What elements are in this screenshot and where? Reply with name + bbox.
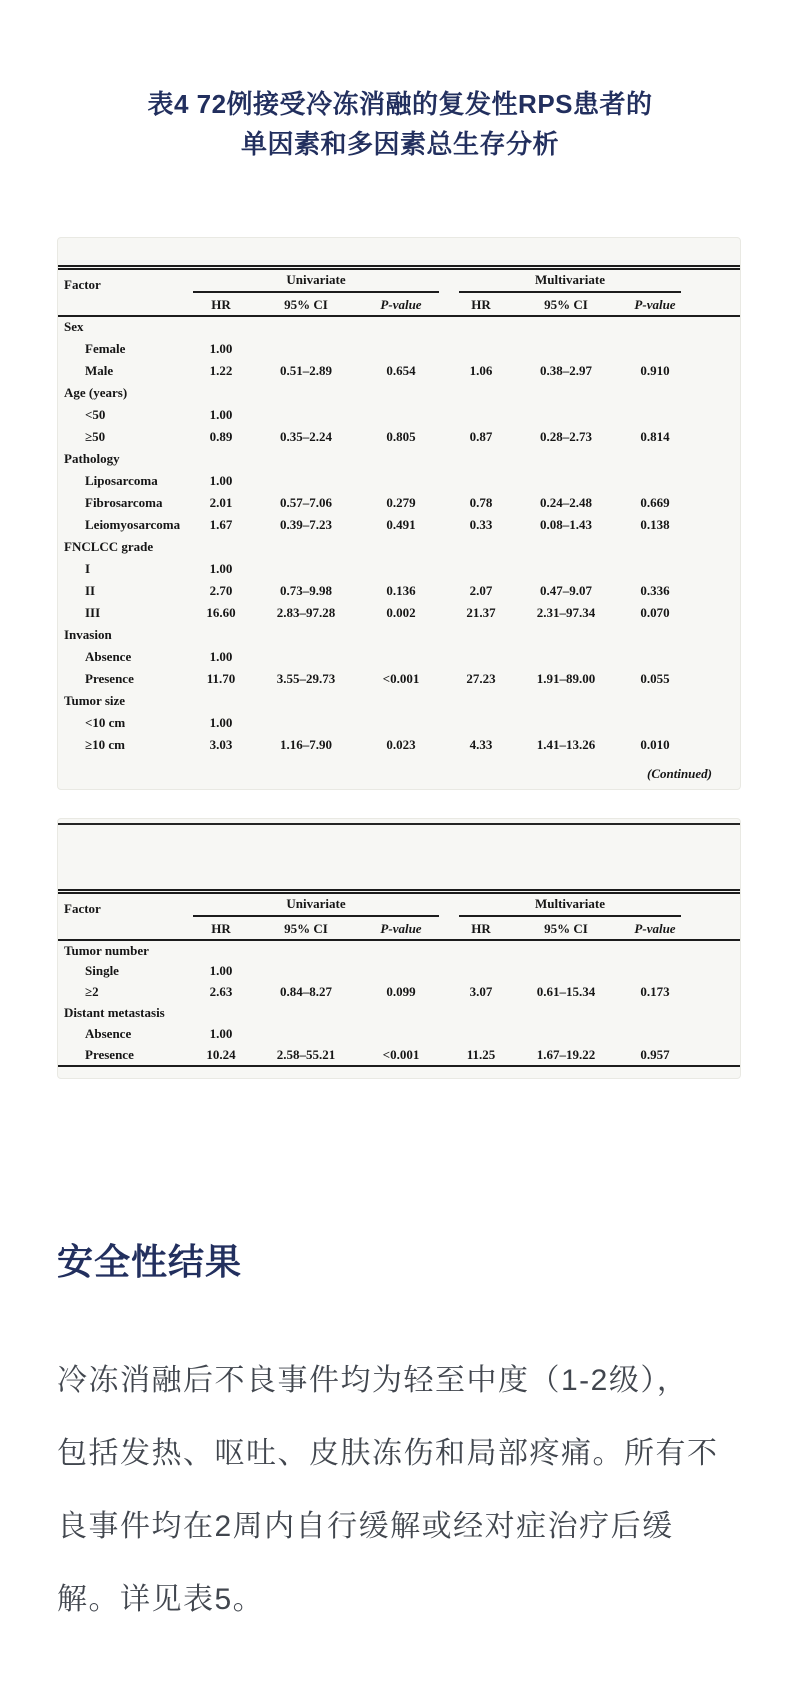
- pad-cell: [691, 404, 740, 426]
- cell-value: 3.03: [209, 736, 233, 752]
- row-item-label: ≥50: [85, 428, 106, 444]
- cell-value: 3.55–29.73: [276, 670, 336, 686]
- table-row: [58, 382, 740, 404]
- cell-value: 0.099: [386, 984, 416, 999]
- survival-analysis-table-part2: [57, 818, 741, 1079]
- table-row: [58, 426, 740, 448]
- cell-value: [513, 404, 619, 426]
- paragraph-line: 冷冻消融后不良事件均为轻至中度（1-2级），: [57, 1364, 689, 1397]
- cell-value: 0.08–1.43: [540, 516, 592, 532]
- cell-value: [449, 404, 513, 426]
- page-title: [0, 84, 800, 164]
- cell-value: 2.83–97.28: [276, 604, 336, 620]
- cell-value: 0.279: [386, 494, 416, 510]
- cell-value: 2.70: [209, 582, 233, 598]
- cell-value: 0.78: [469, 494, 493, 510]
- pad-header: [691, 268, 740, 316]
- table-row: [58, 404, 740, 426]
- row-group-label: Invasion: [64, 626, 112, 642]
- column-header-hr-multi: HR: [471, 297, 491, 312]
- cell-value: 1.06: [469, 362, 493, 378]
- cell-value: 0.28–2.73: [540, 428, 592, 444]
- cell-value: 2.07: [469, 582, 493, 598]
- cell-value: [619, 1024, 691, 1045]
- row-item-label: ≥10 cm: [85, 736, 125, 752]
- cell-value: 0.84–8.27: [280, 984, 332, 999]
- cell-value: [449, 646, 513, 668]
- cell-value: <0.001: [382, 1046, 420, 1062]
- section-heading: 安全性结果: [57, 1241, 243, 1282]
- cell-value: [619, 712, 691, 734]
- cell-value: 1.22: [209, 362, 233, 378]
- cell-value: 0.39–7.23: [280, 516, 332, 532]
- pad-cell: [691, 470, 740, 492]
- cell-value: 0.35–2.24: [280, 428, 332, 444]
- cell-value: 27.23: [466, 670, 496, 686]
- cell-value: [449, 961, 513, 982]
- cell-value: [619, 558, 691, 580]
- cell-value: [353, 712, 449, 734]
- pad-cell: [691, 646, 740, 668]
- univariate-label: Univariate: [193, 272, 439, 293]
- row-item-label: Male: [85, 362, 114, 378]
- cell-value: 0.669: [640, 494, 670, 510]
- table1-body: [58, 316, 740, 756]
- cell-value: 0.023: [386, 736, 416, 752]
- table2-header: [58, 892, 740, 940]
- cell-value: [513, 470, 619, 492]
- cell-value: 0.57–7.06: [280, 494, 332, 510]
- multivariate-label: Multivariate: [459, 272, 681, 293]
- cell-value: 0.336: [640, 582, 670, 598]
- cell-value: [353, 1024, 449, 1045]
- row-item-label: <50: [85, 406, 106, 422]
- cell-value: 0.002: [386, 604, 416, 620]
- cell-value: [619, 404, 691, 426]
- cell-value: 0.87: [469, 428, 493, 444]
- table-row: [58, 558, 740, 580]
- cell-value: 4.33: [469, 736, 493, 752]
- cell-value: <0.001: [382, 670, 420, 686]
- table-row: [58, 580, 740, 602]
- pad-cell: [691, 558, 740, 580]
- cell-value: [449, 558, 513, 580]
- cell-value: [259, 470, 353, 492]
- cell-value: [259, 558, 353, 580]
- cell-value: [449, 470, 513, 492]
- pad-header: [691, 892, 740, 940]
- table2-caption-gap: [58, 825, 740, 889]
- cell-value: 0.24–2.48: [540, 494, 592, 510]
- cell-value: 0.010: [640, 736, 670, 752]
- table1-header: [58, 268, 740, 316]
- cell-value: 21.37: [466, 604, 496, 620]
- cell-value: 0.173: [640, 984, 670, 999]
- cell-value: 0.491: [386, 516, 416, 532]
- cell-value: [449, 712, 513, 734]
- column-header-ci-multi: 95% CI: [544, 921, 588, 936]
- cell-value: 0.51–2.89: [280, 362, 332, 378]
- column-header-factor: Factor: [64, 277, 101, 292]
- cell-value: 0.136: [386, 582, 416, 598]
- cell-value: 0.070: [640, 604, 670, 620]
- cell-value: [513, 961, 619, 982]
- table-row: [58, 624, 740, 646]
- column-group-multivariate: [449, 892, 691, 920]
- cell-value: [259, 712, 353, 734]
- table-row: [58, 470, 740, 492]
- column-header-pvalue-multi: P-value: [634, 297, 676, 312]
- column-header-pvalue-multi: P-value: [634, 921, 676, 936]
- cell-value: 3.07: [469, 984, 493, 999]
- cell-value: 0.957: [640, 1046, 670, 1062]
- continued-note: (Continued): [646, 765, 712, 781]
- column-header-factor: Factor: [64, 901, 101, 916]
- pad-cell: [691, 514, 740, 536]
- table1-top-gap: [58, 238, 740, 265]
- cell-value: [619, 646, 691, 668]
- row-item-label: Presence: [85, 670, 134, 686]
- pad-cell: [691, 580, 740, 602]
- cell-value: 1.16–7.90: [280, 736, 332, 752]
- row-item-label: Absence: [85, 648, 132, 664]
- cell-value: 0.38–2.97: [540, 362, 592, 378]
- cell-value: 1.00: [209, 1026, 233, 1041]
- row-item-label: Absence: [85, 1026, 132, 1041]
- cell-value: 2.01: [209, 494, 233, 510]
- pad-cell: [691, 338, 740, 360]
- cell-value: [259, 404, 353, 426]
- table-row: [58, 1003, 740, 1024]
- row-item-label: Liposarcoma: [85, 472, 158, 488]
- cell-value: [353, 558, 449, 580]
- cell-value: [353, 404, 449, 426]
- cell-value: 0.73–9.98: [280, 582, 332, 598]
- row-group-label: Pathology: [64, 450, 120, 466]
- cell-value: 1.00: [209, 472, 233, 488]
- cell-value: [449, 1024, 513, 1045]
- row-group-label: Sex: [64, 319, 84, 334]
- table-row: [58, 448, 740, 470]
- row-item-label: ≥2: [85, 984, 99, 999]
- cell-value: [259, 646, 353, 668]
- column-header-ci-uni: 95% CI: [284, 921, 328, 936]
- cell-value: 0.805: [386, 428, 416, 444]
- pad-cell: [691, 712, 740, 734]
- pad-cell: [691, 734, 740, 756]
- page-title-line-1: 表4 72例接受冷冻消融的复发性RPS患者的: [147, 89, 653, 119]
- cell-value: 2.31–97.34: [536, 604, 596, 620]
- table-row: [58, 1045, 740, 1066]
- table-row: [58, 734, 740, 756]
- cell-value: 1.67–19.22: [536, 1046, 596, 1062]
- table-row: [58, 360, 740, 382]
- multivariate-label: Multivariate: [459, 896, 681, 917]
- cell-value: 0.654: [386, 362, 416, 378]
- table-row: [58, 602, 740, 624]
- table-row: [58, 668, 740, 690]
- table-row: [58, 338, 740, 360]
- column-group-multivariate: [449, 268, 691, 296]
- row-group-label: FNCLCC grade: [64, 538, 154, 554]
- table2-grid: [58, 889, 740, 1067]
- cell-value: 0.47–9.07: [540, 582, 592, 598]
- cell-value: [353, 961, 449, 982]
- cell-value: [449, 338, 513, 360]
- pad-cell: [691, 426, 740, 448]
- cell-value: [619, 470, 691, 492]
- cell-value: 1.00: [209, 560, 233, 576]
- pad-cell: [691, 1045, 740, 1066]
- column-header-hr-multi: HR: [471, 921, 491, 936]
- row-item-label: <10 cm: [85, 714, 126, 730]
- column-header-hr-uni: HR: [211, 297, 231, 312]
- cell-value: [513, 558, 619, 580]
- table-row: [58, 492, 740, 514]
- cell-value: 0.89: [209, 428, 233, 444]
- pad-cell: [691, 1024, 740, 1045]
- table-row: [58, 982, 740, 1003]
- cell-value: 2.63: [209, 984, 233, 999]
- cell-value: [619, 961, 691, 982]
- cell-value: 1.00: [209, 963, 233, 978]
- row-group-label: Age (years): [64, 384, 128, 400]
- cell-value: [259, 338, 353, 360]
- table-row: [58, 646, 740, 668]
- column-header-hr-uni: HR: [211, 921, 231, 936]
- cell-value: 0.33: [469, 516, 493, 532]
- cell-value: 0.055: [640, 670, 670, 686]
- body-paragraph: [57, 1344, 757, 1636]
- cell-value: [353, 470, 449, 492]
- cell-value: 0.61–15.34: [536, 984, 596, 999]
- pad-cell: [691, 602, 740, 624]
- row-item-label: Single: [85, 963, 119, 978]
- column-header-ci-multi: 95% CI: [544, 297, 588, 312]
- row-item-label: Female: [85, 340, 126, 356]
- paragraph-line: 解。详见表5。: [57, 1583, 265, 1616]
- cell-value: [513, 1024, 619, 1045]
- table-row: [58, 536, 740, 558]
- page-title-line-2: 单因素和多因素总生存分析: [240, 129, 559, 159]
- table-row: [58, 1024, 740, 1045]
- cell-value: 0.814: [640, 428, 670, 444]
- pad-cell: [691, 668, 740, 690]
- row-item-label: Fibrosarcoma: [85, 494, 163, 510]
- row-item-label: III: [85, 604, 101, 620]
- table-row: [58, 940, 740, 961]
- cell-value: 16.60: [206, 604, 236, 620]
- pad-cell: [691, 982, 740, 1003]
- cell-value: 1.91–89.00: [536, 670, 596, 686]
- cell-value: 1.00: [209, 340, 233, 356]
- row-group-label: Distant metastasis: [64, 1005, 165, 1020]
- cell-value: 1.00: [209, 648, 233, 664]
- pad-cell: [691, 961, 740, 982]
- cell-value: [353, 338, 449, 360]
- table1-grid: [58, 265, 740, 756]
- cell-value: 1.00: [209, 714, 233, 730]
- cell-value: [513, 646, 619, 668]
- table-row: [58, 712, 740, 734]
- survival-analysis-table-part1: [57, 237, 741, 790]
- table-row: [58, 514, 740, 536]
- paragraph-line: 包括发热、呕吐、皮肤冻伤和局部疼痛。所有不: [57, 1437, 719, 1470]
- cell-value: 11.25: [466, 1046, 496, 1062]
- table-row: [58, 316, 740, 338]
- cell-value: [259, 961, 353, 982]
- table-row: [58, 961, 740, 982]
- cell-value: 0.138: [640, 516, 670, 532]
- pad-cell: [691, 492, 740, 514]
- cell-value: 1.67: [209, 516, 233, 532]
- cell-value: 1.41–13.26: [536, 736, 596, 752]
- column-header-pvalue-uni: P-value: [380, 297, 422, 312]
- cell-value: [619, 338, 691, 360]
- cell-value: [513, 338, 619, 360]
- column-header-ci-uni: 95% CI: [284, 297, 328, 312]
- pad-cell: [691, 360, 740, 382]
- cell-value: 0.910: [640, 362, 670, 378]
- row-group-label: Tumor size: [64, 692, 126, 708]
- table-row: [58, 690, 740, 712]
- column-header-pvalue-uni: P-value: [380, 921, 422, 936]
- row-group-label: Tumor number: [64, 942, 149, 958]
- row-item-label: Presence: [85, 1046, 134, 1062]
- row-item-label: I: [85, 560, 91, 576]
- row-item-label: Leiomyosarcoma: [85, 516, 181, 532]
- univariate-label: Univariate: [193, 896, 439, 917]
- paragraph-line: 良事件均在2周内自行缓解或经对症治疗后缓: [57, 1510, 674, 1543]
- cell-value: [353, 646, 449, 668]
- column-group-univariate: [183, 892, 449, 920]
- row-item-label: II: [85, 582, 96, 598]
- cell-value: 10.24: [206, 1046, 236, 1062]
- cell-value: [513, 712, 619, 734]
- table2-body: [58, 940, 740, 1066]
- cell-value: 1.00: [209, 406, 233, 422]
- cell-value: 11.70: [206, 670, 236, 686]
- column-group-univariate: [183, 268, 449, 296]
- cell-value: 2.58–55.21: [276, 1046, 336, 1062]
- cell-value: [259, 1024, 353, 1045]
